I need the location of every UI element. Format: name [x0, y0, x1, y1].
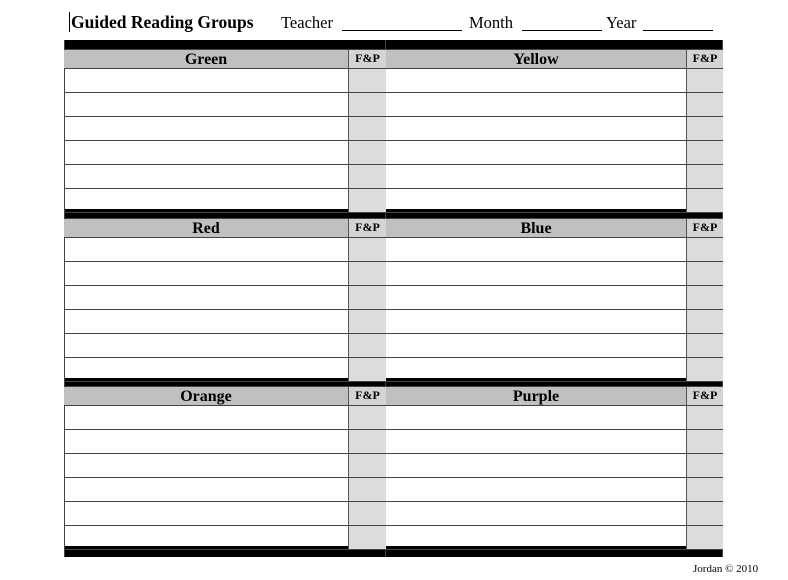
fp-column-header: F&P: [686, 49, 723, 69]
fp-level-cell[interactable]: [686, 358, 723, 381]
fp-column-header: F&P: [686, 386, 723, 406]
student-name-cell[interactable]: [386, 502, 686, 525]
group-header: [386, 49, 686, 69]
fp-column-header: F&P: [348, 218, 386, 238]
table-row: [386, 358, 723, 382]
fp-level-cell[interactable]: [348, 406, 386, 429]
year-field[interactable]: [643, 30, 713, 31]
fp-level-cell[interactable]: [686, 454, 723, 477]
table-row: [64, 262, 386, 286]
table-row: [386, 93, 723, 117]
fp-level-cell[interactable]: [348, 358, 386, 381]
table-row: [64, 93, 386, 117]
student-name-cell[interactable]: [386, 478, 686, 501]
group-name: Yellow: [513, 51, 559, 68]
table-row: [64, 141, 386, 165]
fp-level-cell[interactable]: [686, 526, 723, 549]
student-name-cell[interactable]: [386, 117, 686, 140]
fp-level-cell[interactable]: [686, 430, 723, 453]
fp-level-cell[interactable]: [686, 69, 723, 92]
student-name-cell[interactable]: [64, 478, 348, 501]
table-row: [386, 262, 723, 286]
fp-level-cell[interactable]: [686, 93, 723, 116]
table-row: [64, 478, 386, 502]
student-name-cell[interactable]: [386, 238, 686, 261]
page-header: [0, 0, 788, 40]
student-name-cell[interactable]: [64, 117, 348, 140]
table-row: [64, 238, 386, 262]
table-row: [386, 69, 723, 93]
table-row: [64, 189, 386, 213]
student-name-cell[interactable]: [386, 358, 686, 381]
student-name-cell[interactable]: [64, 430, 348, 453]
student-name-cell[interactable]: [64, 141, 348, 164]
table-row: [386, 502, 723, 526]
table-row: [64, 358, 386, 382]
table-row: [64, 117, 386, 141]
table-row: [64, 526, 386, 550]
fp-level-cell[interactable]: [686, 141, 723, 164]
table-row: [64, 69, 386, 93]
table-row: [386, 406, 723, 430]
text-cursor: [69, 12, 70, 32]
fp-level-cell[interactable]: [686, 117, 723, 140]
table-row: [64, 310, 386, 334]
fp-column-header: F&P: [686, 218, 723, 238]
month-label: Month: [469, 13, 514, 32]
fp-level-cell[interactable]: [348, 502, 386, 525]
student-name-cell[interactable]: [386, 141, 686, 164]
footer-credit: Jordan © 2010: [693, 563, 759, 575]
fp-level-cell[interactable]: [686, 238, 723, 261]
student-name-cell[interactable]: [386, 93, 686, 116]
student-name-cell[interactable]: [386, 454, 686, 477]
fp-column-header: F&P: [348, 386, 386, 406]
student-name-cell[interactable]: [386, 430, 686, 453]
teacher-field[interactable]: [342, 30, 462, 31]
student-name-cell[interactable]: [64, 286, 348, 309]
fp-level-cell[interactable]: [686, 310, 723, 333]
student-name-cell[interactable]: [386, 189, 686, 212]
fp-level-cell[interactable]: [348, 334, 386, 357]
student-name-cell[interactable]: [386, 526, 686, 549]
table-row: [386, 189, 723, 213]
student-name-cell[interactable]: [64, 310, 348, 333]
group-header: [386, 386, 686, 406]
table-row: [64, 334, 386, 358]
table-row: [64, 406, 386, 430]
group-name: Orange: [180, 388, 232, 405]
student-name-cell[interactable]: [64, 334, 348, 357]
fp-level-cell[interactable]: [348, 286, 386, 309]
fp-level-cell[interactable]: [348, 238, 386, 261]
fp-level-cell[interactable]: [686, 478, 723, 501]
student-name-cell[interactable]: [64, 406, 348, 429]
student-name-cell[interactable]: [386, 286, 686, 309]
fp-level-cell[interactable]: [686, 502, 723, 525]
separator-bar: [64, 40, 723, 49]
table-row: [386, 454, 723, 478]
fp-level-cell[interactable]: [348, 93, 386, 116]
page-title: Guided Reading Groups: [71, 12, 254, 32]
table-row: [386, 334, 723, 358]
fp-level-cell[interactable]: [348, 526, 386, 549]
fp-level-cell[interactable]: [686, 286, 723, 309]
group-header: [386, 218, 686, 238]
fp-level-cell[interactable]: [348, 117, 386, 140]
group-name: Green: [184, 51, 228, 68]
teacher-label: Teacher: [281, 13, 333, 32]
fp-level-cell[interactable]: [686, 189, 723, 212]
fp-level-cell[interactable]: [348, 69, 386, 92]
student-name-cell[interactable]: [64, 189, 348, 212]
fp-level-cell[interactable]: [348, 430, 386, 453]
fp-level-cell[interactable]: [686, 165, 723, 188]
table-row: [64, 165, 386, 189]
student-name-cell[interactable]: [64, 454, 348, 477]
table-row: [386, 286, 723, 310]
table-row: [386, 430, 723, 454]
reading-groups-table: [64, 40, 723, 557]
table-row: [64, 454, 386, 478]
table-row: [386, 526, 723, 550]
fp-level-cell[interactable]: [348, 165, 386, 188]
group-name: Purple: [512, 388, 560, 405]
fp-level-cell[interactable]: [348, 189, 386, 212]
student-name-cell[interactable]: [64, 238, 348, 261]
year-label: Year: [606, 13, 637, 32]
student-name-cell[interactable]: [386, 406, 686, 429]
student-name-cell[interactable]: [64, 69, 348, 92]
student-name-cell[interactable]: [64, 358, 348, 381]
student-name-cell[interactable]: [64, 93, 348, 116]
student-name-cell[interactable]: [386, 262, 686, 285]
fp-level-cell[interactable]: [348, 141, 386, 164]
table-row: [386, 310, 723, 334]
table-row: [64, 502, 386, 526]
student-name-cell[interactable]: [386, 69, 686, 92]
student-name-cell[interactable]: [64, 502, 348, 525]
fp-level-cell[interactable]: [686, 262, 723, 285]
group-name: Red: [192, 220, 220, 237]
student-name-cell[interactable]: [386, 310, 686, 333]
student-name-cell[interactable]: [386, 334, 686, 357]
table-row: [386, 141, 723, 165]
table-row: [64, 430, 386, 454]
group-name: Blue: [520, 220, 552, 237]
table-row: [386, 238, 723, 262]
student-name-cell[interactable]: [64, 526, 348, 549]
fp-level-cell[interactable]: [348, 310, 386, 333]
table-row: [386, 117, 723, 141]
fp-level-cell[interactable]: [686, 334, 723, 357]
student-name-cell[interactable]: [64, 262, 348, 285]
fp-column-header: F&P: [348, 49, 386, 69]
student-name-cell[interactable]: [386, 165, 686, 188]
fp-level-cell[interactable]: [348, 262, 386, 285]
group-header: [64, 386, 348, 406]
table-row: [64, 286, 386, 310]
group-header: [64, 49, 348, 69]
fp-level-cell[interactable]: [348, 478, 386, 501]
table-row: [386, 165, 723, 189]
table-row: [386, 478, 723, 502]
student-name-cell[interactable]: [64, 165, 348, 188]
group-header: [64, 218, 348, 238]
fp-level-cell[interactable]: [348, 454, 386, 477]
month-field[interactable]: [522, 30, 602, 31]
fp-level-cell[interactable]: [686, 406, 723, 429]
